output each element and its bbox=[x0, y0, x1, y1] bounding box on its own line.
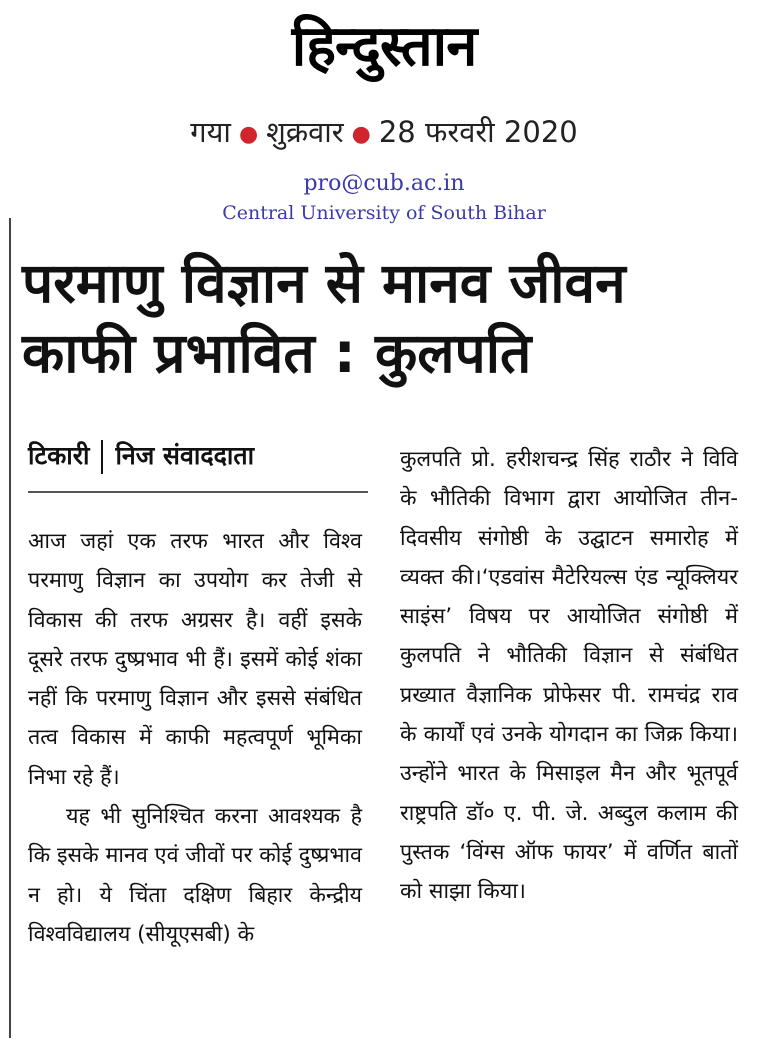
headline-line-2: काफी प्रभावित : कुलपति bbox=[22, 321, 532, 385]
bullet-icon: ● bbox=[351, 121, 371, 147]
column-rule bbox=[9, 218, 11, 1038]
newspaper-masthead: हिन्दुस्तान bbox=[291, 13, 477, 79]
byline bbox=[28, 438, 254, 474]
headline-line-1: परमाणु विज्ञान से मानव जीवन bbox=[22, 251, 626, 315]
byline-reporter: निज संवाददाता bbox=[115, 441, 255, 470]
article-paragraph: यह भी सुनिश्चित करना आवश्यक है कि इसके मानव एवं जीवों पर कोई दुष्प्रभाव न हो। ये चिंता दक्षिण बिहार केन्द्रीय विश्वविद्यालय (सीयूएसबी) के bbox=[28, 804, 362, 947]
article-column-1 bbox=[28, 522, 362, 954]
article-headline bbox=[22, 248, 762, 388]
dateline-date: 28 फरवरी 2020 bbox=[378, 115, 578, 149]
byline-separator bbox=[101, 440, 103, 474]
contact-email: pro@cub.ac.in bbox=[303, 171, 465, 196]
article-paragraph: आज जहां एक तरफ भारत और विश्व परमाणु विज्ञान का उपयोग कर तेजी से विकास की तरफ अग्रसर है। वहीं इसके दूसरे तरफ दुष्प्रभाव भी हैं। इसमें कोई शंका नहीं कि परमाणु विज्ञान और इससे संबंधित तत्व विकास में काफी महत्वपूर्ण भूमिका निभा रहे हैं। bbox=[28, 529, 362, 790]
institution-name: Central University of South Bihar bbox=[222, 202, 546, 224]
bullet-icon: ● bbox=[238, 121, 259, 147]
byline-divider bbox=[28, 491, 368, 493]
article-column-2 bbox=[400, 440, 738, 912]
byline-location: टिकारी bbox=[28, 441, 90, 470]
article-paragraph: कुलपति प्रो. हरीशचन्द्र सिंह राठौर ने विवि के भौतिकी विभाग द्वारा आयोजित तीन-दिवसीय संगोष्ठी के उद्घाटन समारोह में व्यक्त की।‘एडवांस मैटेरियल्स एंड न्यूक्लियर साइंस’ विषय पर आयोजित संगोष्ठी में कुलपति ने भौतिकी विज्ञान से संबंधित प्रख्यात वैज्ञानिक प्रोफेसर पी. रामचंद्र राव के कार्यों एवं उनके योगदान का जिक्र किया। उन्होंने भारत के मिसाइल मैन और भूतपूर्व राष्ट्रपति डॉ० ए. पी. जे. अब्दुल कलाम की पुस्तक ‘विंग्स ऑफ फायर’ में वर्णित बातों को साझा किया। bbox=[400, 447, 738, 905]
dateline bbox=[0, 112, 768, 151]
dateline-city: गया bbox=[190, 115, 231, 149]
dateline-day: शुक्रवार bbox=[266, 115, 344, 149]
